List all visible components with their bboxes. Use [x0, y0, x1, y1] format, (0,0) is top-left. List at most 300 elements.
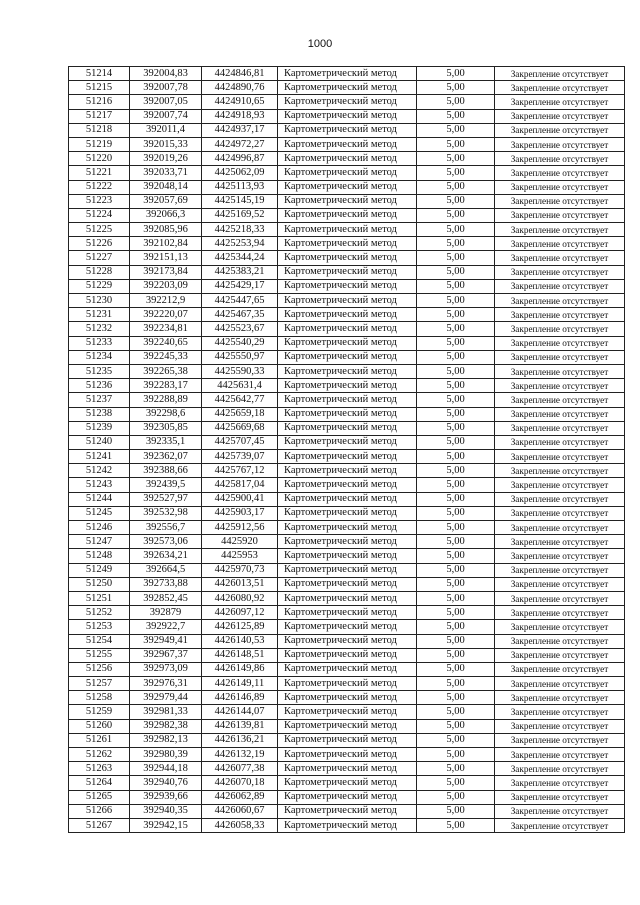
x-coordinate-cell: 392527,97 — [130, 492, 202, 506]
y-coordinate-cell: 4426149,11 — [202, 677, 278, 691]
y-coordinate-cell: 4425113,93 — [202, 180, 278, 194]
accuracy-cell: 5,00 — [417, 549, 495, 563]
table-row — [69, 733, 625, 747]
point-id-cell: 51237 — [69, 393, 130, 407]
point-id-cell: 51236 — [69, 379, 130, 393]
fixing-cell: Закрепление отсутствует — [495, 620, 625, 634]
fixing-cell: Закрепление отсутствует — [495, 294, 625, 308]
x-coordinate-cell: 392011,4 — [130, 123, 202, 137]
accuracy-cell: 5,00 — [417, 492, 495, 506]
point-id-cell: 51230 — [69, 294, 130, 308]
fixing-cell: Закрепление отсутствует — [495, 478, 625, 492]
x-coordinate-cell: 392573,06 — [130, 535, 202, 549]
accuracy-cell: 5,00 — [417, 634, 495, 648]
y-coordinate-cell: 4424910,65 — [202, 95, 278, 109]
method-cell: Картометрический метод — [278, 776, 417, 790]
method-cell: Картометрический метод — [278, 677, 417, 691]
x-coordinate-cell: 392015,33 — [130, 137, 202, 151]
table-row — [69, 95, 625, 109]
table-row — [69, 265, 625, 279]
method-cell: Картометрический метод — [278, 577, 417, 591]
x-coordinate-cell: 392942,15 — [130, 818, 202, 832]
point-id-cell: 51232 — [69, 322, 130, 336]
fixing-cell: Закрепление отсутствует — [495, 762, 625, 776]
table-row — [69, 748, 625, 762]
accuracy-cell: 5,00 — [417, 818, 495, 832]
accuracy-cell: 5,00 — [417, 620, 495, 634]
y-coordinate-cell: 4425550,97 — [202, 350, 278, 364]
accuracy-cell: 5,00 — [417, 251, 495, 265]
point-id-cell: 51218 — [69, 123, 130, 137]
fixing-cell: Закрепление отсутствует — [495, 95, 625, 109]
y-coordinate-cell: 4425429,17 — [202, 279, 278, 293]
point-id-cell: 51262 — [69, 748, 130, 762]
x-coordinate-cell: 392203,09 — [130, 279, 202, 293]
y-coordinate-cell: 4425642,77 — [202, 393, 278, 407]
table-row — [69, 379, 625, 393]
method-cell: Картометрический метод — [278, 435, 417, 449]
fixing-cell: Закрепление отсутствует — [495, 705, 625, 719]
point-id-cell: 51260 — [69, 719, 130, 733]
point-id-cell: 51215 — [69, 81, 130, 95]
accuracy-cell: 5,00 — [417, 336, 495, 350]
x-coordinate-cell: 392733,88 — [130, 577, 202, 591]
table-row — [69, 123, 625, 137]
y-coordinate-cell: 4425970,73 — [202, 563, 278, 577]
accuracy-cell: 5,00 — [417, 279, 495, 293]
table-row — [69, 166, 625, 180]
method-cell: Картометрический метод — [278, 733, 417, 747]
accuracy-cell: 5,00 — [417, 762, 495, 776]
x-coordinate-cell: 392335,1 — [130, 435, 202, 449]
point-id-cell: 51255 — [69, 648, 130, 662]
fixing-cell: Закрепление отсутствует — [495, 379, 625, 393]
method-cell: Картометрический метод — [278, 67, 417, 81]
table-row — [69, 393, 625, 407]
y-coordinate-cell: 4424937,17 — [202, 123, 278, 137]
y-coordinate-cell: 4425707,45 — [202, 435, 278, 449]
y-coordinate-cell: 4425218,33 — [202, 223, 278, 237]
accuracy-cell: 5,00 — [417, 790, 495, 804]
y-coordinate-cell: 4425953 — [202, 549, 278, 563]
y-coordinate-cell: 4426132,19 — [202, 748, 278, 762]
point-id-cell: 51231 — [69, 308, 130, 322]
fixing-cell: Закрепление отсутствует — [495, 677, 625, 691]
accuracy-cell: 5,00 — [417, 535, 495, 549]
table-row — [69, 577, 625, 591]
table-row — [69, 464, 625, 478]
y-coordinate-cell: 4425669,68 — [202, 421, 278, 435]
y-coordinate-cell: 4425739,07 — [202, 450, 278, 464]
point-id-cell: 51243 — [69, 478, 130, 492]
x-coordinate-cell: 392265,38 — [130, 364, 202, 378]
x-coordinate-cell: 392102,84 — [130, 237, 202, 251]
fixing-cell: Закрепление отсутствует — [495, 137, 625, 151]
fixing-cell: Закрепление отсутствует — [495, 109, 625, 123]
fixing-cell: Закрепление отсутствует — [495, 123, 625, 137]
method-cell: Картометрический метод — [278, 336, 417, 350]
accuracy-cell: 5,00 — [417, 521, 495, 535]
accuracy-cell: 5,00 — [417, 81, 495, 95]
y-coordinate-cell: 4425659,18 — [202, 407, 278, 421]
table-row — [69, 691, 625, 705]
x-coordinate-cell: 392173,84 — [130, 265, 202, 279]
method-cell: Картометрический метод — [278, 591, 417, 605]
fixing-cell: Закрепление отсутствует — [495, 265, 625, 279]
x-coordinate-cell: 392007,74 — [130, 109, 202, 123]
y-coordinate-cell: 4425767,12 — [202, 464, 278, 478]
table-body — [69, 67, 625, 833]
x-coordinate-cell: 392939,66 — [130, 790, 202, 804]
table-row — [69, 535, 625, 549]
method-cell: Картометрический метод — [278, 606, 417, 620]
point-id-cell: 51221 — [69, 166, 130, 180]
x-coordinate-cell: 392305,85 — [130, 421, 202, 435]
point-id-cell: 51248 — [69, 549, 130, 563]
fixing-cell: Закрепление отсутствует — [495, 606, 625, 620]
accuracy-cell: 5,00 — [417, 95, 495, 109]
page-number: 1000 — [307, 38, 333, 50]
point-id-cell: 51266 — [69, 804, 130, 818]
y-coordinate-cell: 4426080,92 — [202, 591, 278, 605]
method-cell: Картометрический метод — [278, 662, 417, 676]
table-row — [69, 818, 625, 832]
point-id-cell: 51251 — [69, 591, 130, 605]
method-cell: Картометрический метод — [278, 748, 417, 762]
point-id-cell: 51233 — [69, 336, 130, 350]
y-coordinate-cell: 4425817,04 — [202, 478, 278, 492]
point-id-cell: 51250 — [69, 577, 130, 591]
point-id-cell: 51222 — [69, 180, 130, 194]
table-row — [69, 322, 625, 336]
fixing-cell: Закрепление отсутствует — [495, 152, 625, 166]
method-cell: Картометрический метод — [278, 251, 417, 265]
fixing-cell: Закрепление отсутствует — [495, 180, 625, 194]
method-cell: Картометрический метод — [278, 790, 417, 804]
x-coordinate-cell: 392634,21 — [130, 549, 202, 563]
point-id-cell: 51263 — [69, 762, 130, 776]
method-cell: Картометрический метод — [278, 421, 417, 435]
accuracy-cell: 5,00 — [417, 464, 495, 478]
accuracy-cell: 5,00 — [417, 748, 495, 762]
accuracy-cell: 5,00 — [417, 194, 495, 208]
accuracy-cell: 5,00 — [417, 591, 495, 605]
accuracy-cell: 5,00 — [417, 478, 495, 492]
table-row — [69, 492, 625, 506]
point-id-cell: 51240 — [69, 435, 130, 449]
table-row — [69, 762, 625, 776]
y-coordinate-cell: 4425145,19 — [202, 194, 278, 208]
x-coordinate-cell: 392220,07 — [130, 308, 202, 322]
x-coordinate-cell: 392980,39 — [130, 748, 202, 762]
accuracy-cell: 5,00 — [417, 606, 495, 620]
accuracy-cell: 5,00 — [417, 350, 495, 364]
y-coordinate-cell: 4426058,33 — [202, 818, 278, 832]
y-coordinate-cell: 4426077,38 — [202, 762, 278, 776]
accuracy-cell: 5,00 — [417, 294, 495, 308]
accuracy-cell: 5,00 — [417, 67, 495, 81]
y-coordinate-cell: 4424890,76 — [202, 81, 278, 95]
method-cell: Картометрический метод — [278, 818, 417, 832]
fixing-cell: Закрепление отсутствует — [495, 748, 625, 762]
table-row — [69, 194, 625, 208]
method-cell: Картометрический метод — [278, 350, 417, 364]
table-row — [69, 294, 625, 308]
x-coordinate-cell: 392982,38 — [130, 719, 202, 733]
fixing-cell: Закрепление отсутствует — [495, 435, 625, 449]
method-cell: Картометрический метод — [278, 294, 417, 308]
method-cell: Картометрический метод — [278, 180, 417, 194]
point-id-cell: 51249 — [69, 563, 130, 577]
fixing-cell: Закрепление отсутствует — [495, 223, 625, 237]
x-coordinate-cell: 392852,45 — [130, 591, 202, 605]
y-coordinate-cell: 4424918,93 — [202, 109, 278, 123]
x-coordinate-cell: 392004,83 — [130, 67, 202, 81]
table-row — [69, 606, 625, 620]
accuracy-cell: 5,00 — [417, 776, 495, 790]
table-row — [69, 421, 625, 435]
fixing-cell: Закрепление отсутствует — [495, 421, 625, 435]
method-cell: Картометрический метод — [278, 137, 417, 151]
table-row — [69, 719, 625, 733]
accuracy-cell: 5,00 — [417, 180, 495, 194]
method-cell: Картометрический метод — [278, 223, 417, 237]
method-cell: Картометрический метод — [278, 804, 417, 818]
accuracy-cell: 5,00 — [417, 577, 495, 591]
x-coordinate-cell: 392940,76 — [130, 776, 202, 790]
point-id-cell: 51219 — [69, 137, 130, 151]
x-coordinate-cell: 392362,07 — [130, 450, 202, 464]
method-cell: Картометрический метод — [278, 95, 417, 109]
fixing-cell: Закрепление отсутствует — [495, 492, 625, 506]
fixing-cell: Закрепление отсутствует — [495, 691, 625, 705]
method-cell: Картометрический метод — [278, 691, 417, 705]
x-coordinate-cell: 392979,44 — [130, 691, 202, 705]
point-id-cell: 51234 — [69, 350, 130, 364]
method-cell: Картометрический метод — [278, 478, 417, 492]
y-coordinate-cell: 4424972,27 — [202, 137, 278, 151]
fixing-cell: Закрепление отсутствует — [495, 804, 625, 818]
table-row — [69, 705, 625, 719]
method-cell: Картометрический метод — [278, 379, 417, 393]
accuracy-cell: 5,00 — [417, 166, 495, 180]
x-coordinate-cell: 392048,14 — [130, 180, 202, 194]
method-cell: Картометрический метод — [278, 237, 417, 251]
x-coordinate-cell: 392212,9 — [130, 294, 202, 308]
y-coordinate-cell: 4425903,17 — [202, 506, 278, 520]
method-cell: Картометрический метод — [278, 322, 417, 336]
y-coordinate-cell: 4424996,87 — [202, 152, 278, 166]
method-cell: Картометрический метод — [278, 194, 417, 208]
fixing-cell: Закрепление отсутствует — [495, 506, 625, 520]
point-id-cell: 51238 — [69, 407, 130, 421]
fixing-cell: Закрепление отсутствует — [495, 818, 625, 832]
fixing-cell: Закрепление отсутствует — [495, 251, 625, 265]
fixing-cell: Закрепление отсутствует — [495, 521, 625, 535]
fixing-cell: Закрепление отсутствует — [495, 67, 625, 81]
x-coordinate-cell: 392556,7 — [130, 521, 202, 535]
accuracy-cell: 5,00 — [417, 662, 495, 676]
table-row — [69, 109, 625, 123]
fixing-cell: Закрепление отсутствует — [495, 719, 625, 733]
method-cell: Картометрический метод — [278, 535, 417, 549]
y-coordinate-cell: 4426070,18 — [202, 776, 278, 790]
point-id-cell: 51228 — [69, 265, 130, 279]
x-coordinate-cell: 392982,13 — [130, 733, 202, 747]
point-id-cell: 51245 — [69, 506, 130, 520]
fixing-cell: Закрепление отсутствует — [495, 364, 625, 378]
table-row — [69, 790, 625, 804]
x-coordinate-cell: 392940,35 — [130, 804, 202, 818]
method-cell: Картометрический метод — [278, 620, 417, 634]
method-cell: Картометрический метод — [278, 549, 417, 563]
table-row — [69, 152, 625, 166]
fixing-cell: Закрепление отсутствует — [495, 336, 625, 350]
x-coordinate-cell: 392019,26 — [130, 152, 202, 166]
point-id-cell: 51253 — [69, 620, 130, 634]
fixing-cell: Закрепление отсутствует — [495, 208, 625, 222]
accuracy-cell: 5,00 — [417, 379, 495, 393]
table-row — [69, 208, 625, 222]
point-id-cell: 51242 — [69, 464, 130, 478]
method-cell: Картометрический метод — [278, 464, 417, 478]
method-cell: Картометрический метод — [278, 308, 417, 322]
y-coordinate-cell: 4425169,52 — [202, 208, 278, 222]
fixing-cell: Закрепление отсутствует — [495, 549, 625, 563]
method-cell: Картометрический метод — [278, 648, 417, 662]
point-id-cell: 51214 — [69, 67, 130, 81]
fixing-cell: Закрепление отсутствует — [495, 194, 625, 208]
x-coordinate-cell: 392388,66 — [130, 464, 202, 478]
table-row — [69, 308, 625, 322]
table-row — [69, 620, 625, 634]
point-id-cell: 51261 — [69, 733, 130, 747]
method-cell: Картометрический метод — [278, 521, 417, 535]
table-row — [69, 279, 625, 293]
fixing-cell: Закрепление отсутствует — [495, 464, 625, 478]
table-row — [69, 180, 625, 194]
fixing-cell: Закрепление отсутствует — [495, 393, 625, 407]
table-row — [69, 450, 625, 464]
x-coordinate-cell: 392981,33 — [130, 705, 202, 719]
method-cell: Картометрический метод — [278, 123, 417, 137]
x-coordinate-cell: 392085,96 — [130, 223, 202, 237]
accuracy-cell: 5,00 — [417, 152, 495, 166]
accuracy-cell: 5,00 — [417, 109, 495, 123]
method-cell: Картометрический метод — [278, 152, 417, 166]
table-row — [69, 549, 625, 563]
point-id-cell: 51216 — [69, 95, 130, 109]
coordinates-table — [68, 66, 625, 833]
point-id-cell: 51257 — [69, 677, 130, 691]
table-row — [69, 435, 625, 449]
table-row — [69, 662, 625, 676]
table-row — [69, 364, 625, 378]
accuracy-cell: 5,00 — [417, 137, 495, 151]
point-id-cell: 51252 — [69, 606, 130, 620]
fixing-cell: Закрепление отсутствует — [495, 577, 625, 591]
method-cell: Картометрический метод — [278, 450, 417, 464]
point-id-cell: 51239 — [69, 421, 130, 435]
table-row — [69, 804, 625, 818]
fixing-cell: Закрепление отсутствует — [495, 308, 625, 322]
y-coordinate-cell: 4425344,24 — [202, 251, 278, 265]
point-id-cell: 51246 — [69, 521, 130, 535]
method-cell: Картометрический метод — [278, 506, 417, 520]
x-coordinate-cell: 392007,05 — [130, 95, 202, 109]
y-coordinate-cell: 4425912,56 — [202, 521, 278, 535]
accuracy-cell: 5,00 — [417, 804, 495, 818]
table-row — [69, 563, 625, 577]
fixing-cell: Закрепление отсутствует — [495, 634, 625, 648]
table-row — [69, 776, 625, 790]
accuracy-cell: 5,00 — [417, 223, 495, 237]
table-row — [69, 137, 625, 151]
accuracy-cell: 5,00 — [417, 435, 495, 449]
fixing-cell: Закрепление отсутствует — [495, 350, 625, 364]
accuracy-cell: 5,00 — [417, 506, 495, 520]
table-row — [69, 237, 625, 251]
point-id-cell: 51220 — [69, 152, 130, 166]
fixing-cell: Закрепление отсутствует — [495, 790, 625, 804]
y-coordinate-cell: 4425900,41 — [202, 492, 278, 506]
x-coordinate-cell: 392944,18 — [130, 762, 202, 776]
x-coordinate-cell: 392439,5 — [130, 478, 202, 492]
y-coordinate-cell: 4425540,29 — [202, 336, 278, 350]
method-cell: Картометрический метод — [278, 762, 417, 776]
fixing-cell: Закрепление отсутствует — [495, 322, 625, 336]
fixing-cell: Закрепление отсутствует — [495, 81, 625, 95]
y-coordinate-cell: 4426013,51 — [202, 577, 278, 591]
table-row — [69, 67, 625, 81]
fixing-cell: Закрепление отсутствует — [495, 279, 625, 293]
point-id-cell: 51256 — [69, 662, 130, 676]
table-row — [69, 350, 625, 364]
accuracy-cell: 5,00 — [417, 208, 495, 222]
x-coordinate-cell: 392033,71 — [130, 166, 202, 180]
point-id-cell: 51223 — [69, 194, 130, 208]
x-coordinate-cell: 392245,33 — [130, 350, 202, 364]
x-coordinate-cell: 392288,89 — [130, 393, 202, 407]
table-row — [69, 506, 625, 520]
x-coordinate-cell: 392240,65 — [130, 336, 202, 350]
y-coordinate-cell: 4426062,89 — [202, 790, 278, 804]
y-coordinate-cell: 4426136,21 — [202, 733, 278, 747]
accuracy-cell: 5,00 — [417, 123, 495, 137]
y-coordinate-cell: 4426097,12 — [202, 606, 278, 620]
point-id-cell: 51254 — [69, 634, 130, 648]
point-id-cell: 51244 — [69, 492, 130, 506]
method-cell: Картометрический метод — [278, 81, 417, 95]
point-id-cell: 51259 — [69, 705, 130, 719]
x-coordinate-cell: 392967,37 — [130, 648, 202, 662]
y-coordinate-cell: 4425062,09 — [202, 166, 278, 180]
y-coordinate-cell: 4425920 — [202, 535, 278, 549]
point-id-cell: 51241 — [69, 450, 130, 464]
point-id-cell: 51264 — [69, 776, 130, 790]
point-id-cell: 51258 — [69, 691, 130, 705]
accuracy-cell: 5,00 — [417, 421, 495, 435]
x-coordinate-cell: 392057,69 — [130, 194, 202, 208]
accuracy-cell: 5,00 — [417, 719, 495, 733]
fixing-cell: Закрепление отсутствует — [495, 407, 625, 421]
fixing-cell: Закрепление отсутствует — [495, 166, 625, 180]
accuracy-cell: 5,00 — [417, 450, 495, 464]
x-coordinate-cell: 392234,81 — [130, 322, 202, 336]
x-coordinate-cell: 392664,5 — [130, 563, 202, 577]
y-coordinate-cell: 4426148,51 — [202, 648, 278, 662]
method-cell: Картометрический метод — [278, 634, 417, 648]
